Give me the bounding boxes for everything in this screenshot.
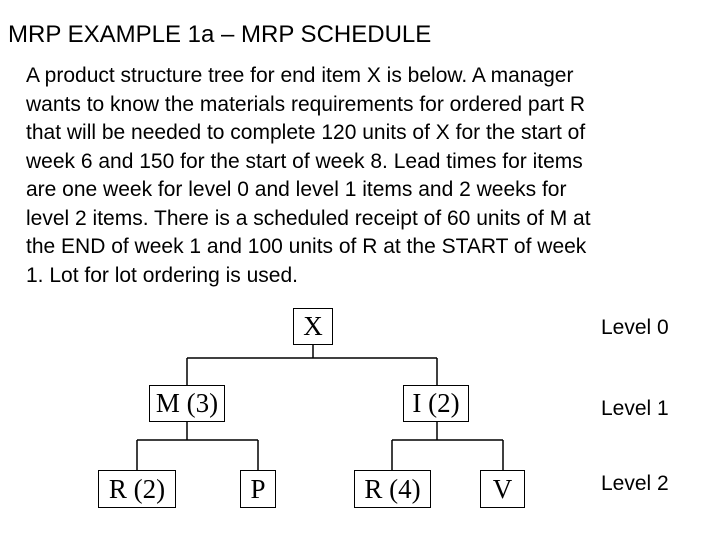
level-2-label: Level 2 — [601, 472, 669, 495]
node-m: M (3) — [149, 385, 225, 422]
paragraph-line: that will be needed to complete 120 units of X for the start of — [26, 121, 586, 144]
page-title: MRP EXAMPLE 1a – MRP SCHEDULE — [8, 21, 432, 48]
paragraph-line: wants to know the materials requirements for ordered part R — [26, 92, 586, 116]
paragraph-line: 1. Lot for lot ordering is used. — [26, 263, 298, 287]
paragraph-line: week 6 and 150 for the start of week 8. Lead times for items — [26, 149, 583, 173]
paragraph-line: the END of week 1 and 100 units of R at the START of week — [26, 235, 587, 258]
node-v: V — [480, 470, 525, 508]
node-x: X — [293, 308, 333, 345]
level-0-label: Level 0 — [601, 316, 669, 339]
node-p: P — [240, 470, 276, 508]
paragraph-line: are one week for level 0 and level 1 items and 2 weeks for — [26, 178, 567, 201]
level-1-label: Level 1 — [601, 397, 669, 420]
node-r4: R (4) — [354, 470, 431, 508]
paragraph-line: A product structure tree for end item X is below. A manager — [26, 64, 574, 87]
paragraph-line: level 2 items. There is a scheduled receipt of 60 units of M at — [26, 206, 591, 230]
node-r2: R (2) — [98, 470, 176, 508]
node-i: I (2) — [403, 385, 469, 422]
